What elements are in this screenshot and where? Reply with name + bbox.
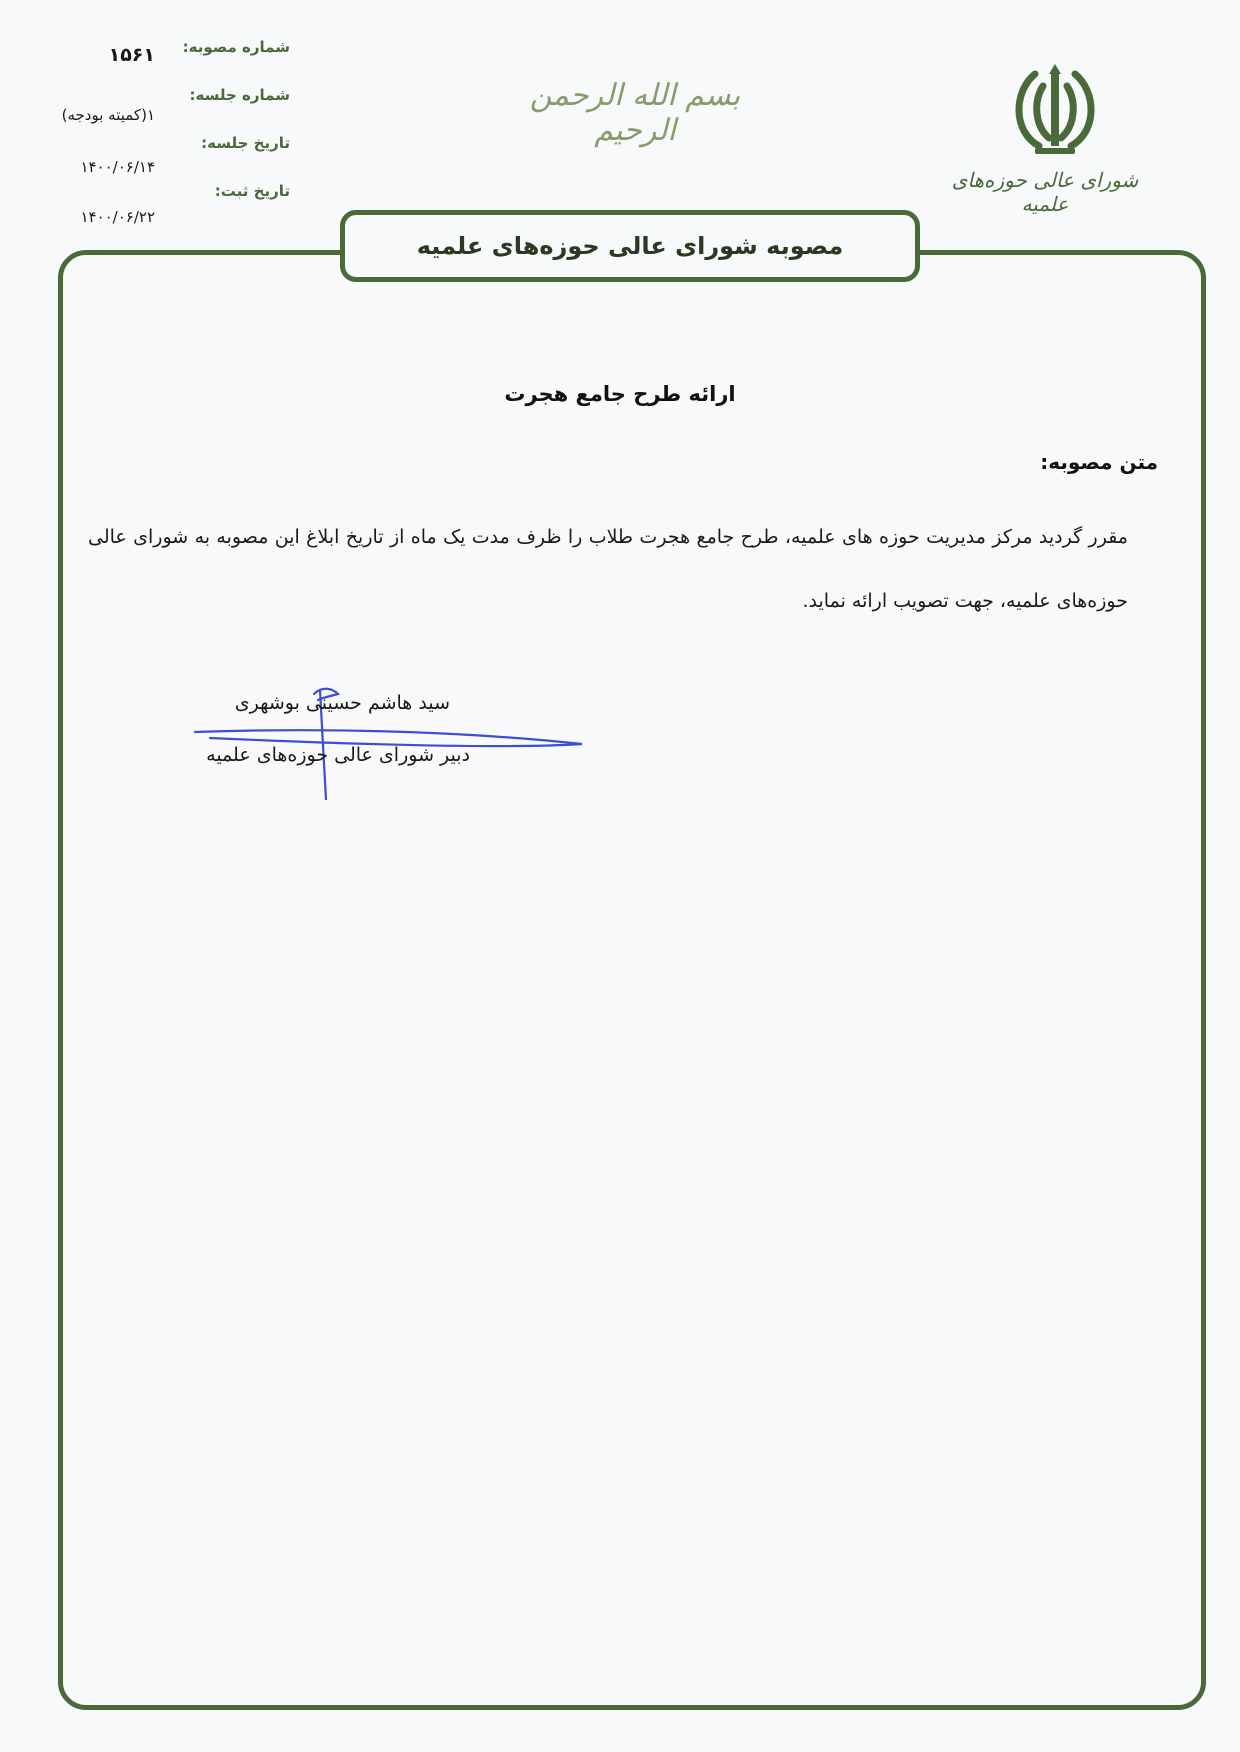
session-number-label: شماره جلسه: (189, 86, 290, 104)
org-name: شورای عالی حوزه‌های علمیه (951, 168, 1139, 216)
document-frame (58, 250, 1206, 1710)
title-box (340, 210, 920, 282)
document-title: مصوبه شورای عالی حوزه‌های علمیه (416, 232, 844, 260)
signatory-role: دبیر شورای عالی حوزه‌های علمیه (206, 744, 470, 766)
approval-number-label: شماره مصوبه: (182, 38, 290, 56)
basmala-calligraphy: بسم الله الرحمن الرحیم (529, 78, 741, 148)
session-number-value: ۱(کمیته بودجه) (61, 106, 155, 124)
session-date-label: تاریخ جلسه: (201, 134, 290, 152)
session-date-value: ۱۴۰۰/۰۶/۱۴ (80, 158, 155, 176)
registration-date-label: تاریخ ثبت: (214, 182, 290, 200)
body-text: مقرر گردید مرکز مدیریت حوزه های علمیه، طرح جامع هجرت طلاب را ظرف مدت یک ماه از تاریخ ابلاغ این مصوبه به شورای عالی حوزه‌های علمیه، جهت تصویب ارائه نماید. (88, 526, 1128, 612)
signatory-name: سید هاشم حسینی بوشهری (234, 692, 450, 714)
body-label: متن مصوبه: (1040, 450, 1158, 474)
document-subject: ارائه طرح جامع هجرت (504, 382, 736, 406)
approval-number-value: ۱۵۶۱ (108, 44, 155, 66)
emblem-icon (1005, 62, 1105, 158)
registration-date-value: ۱۴۰۰/۰۶/۲۲ (80, 208, 155, 226)
